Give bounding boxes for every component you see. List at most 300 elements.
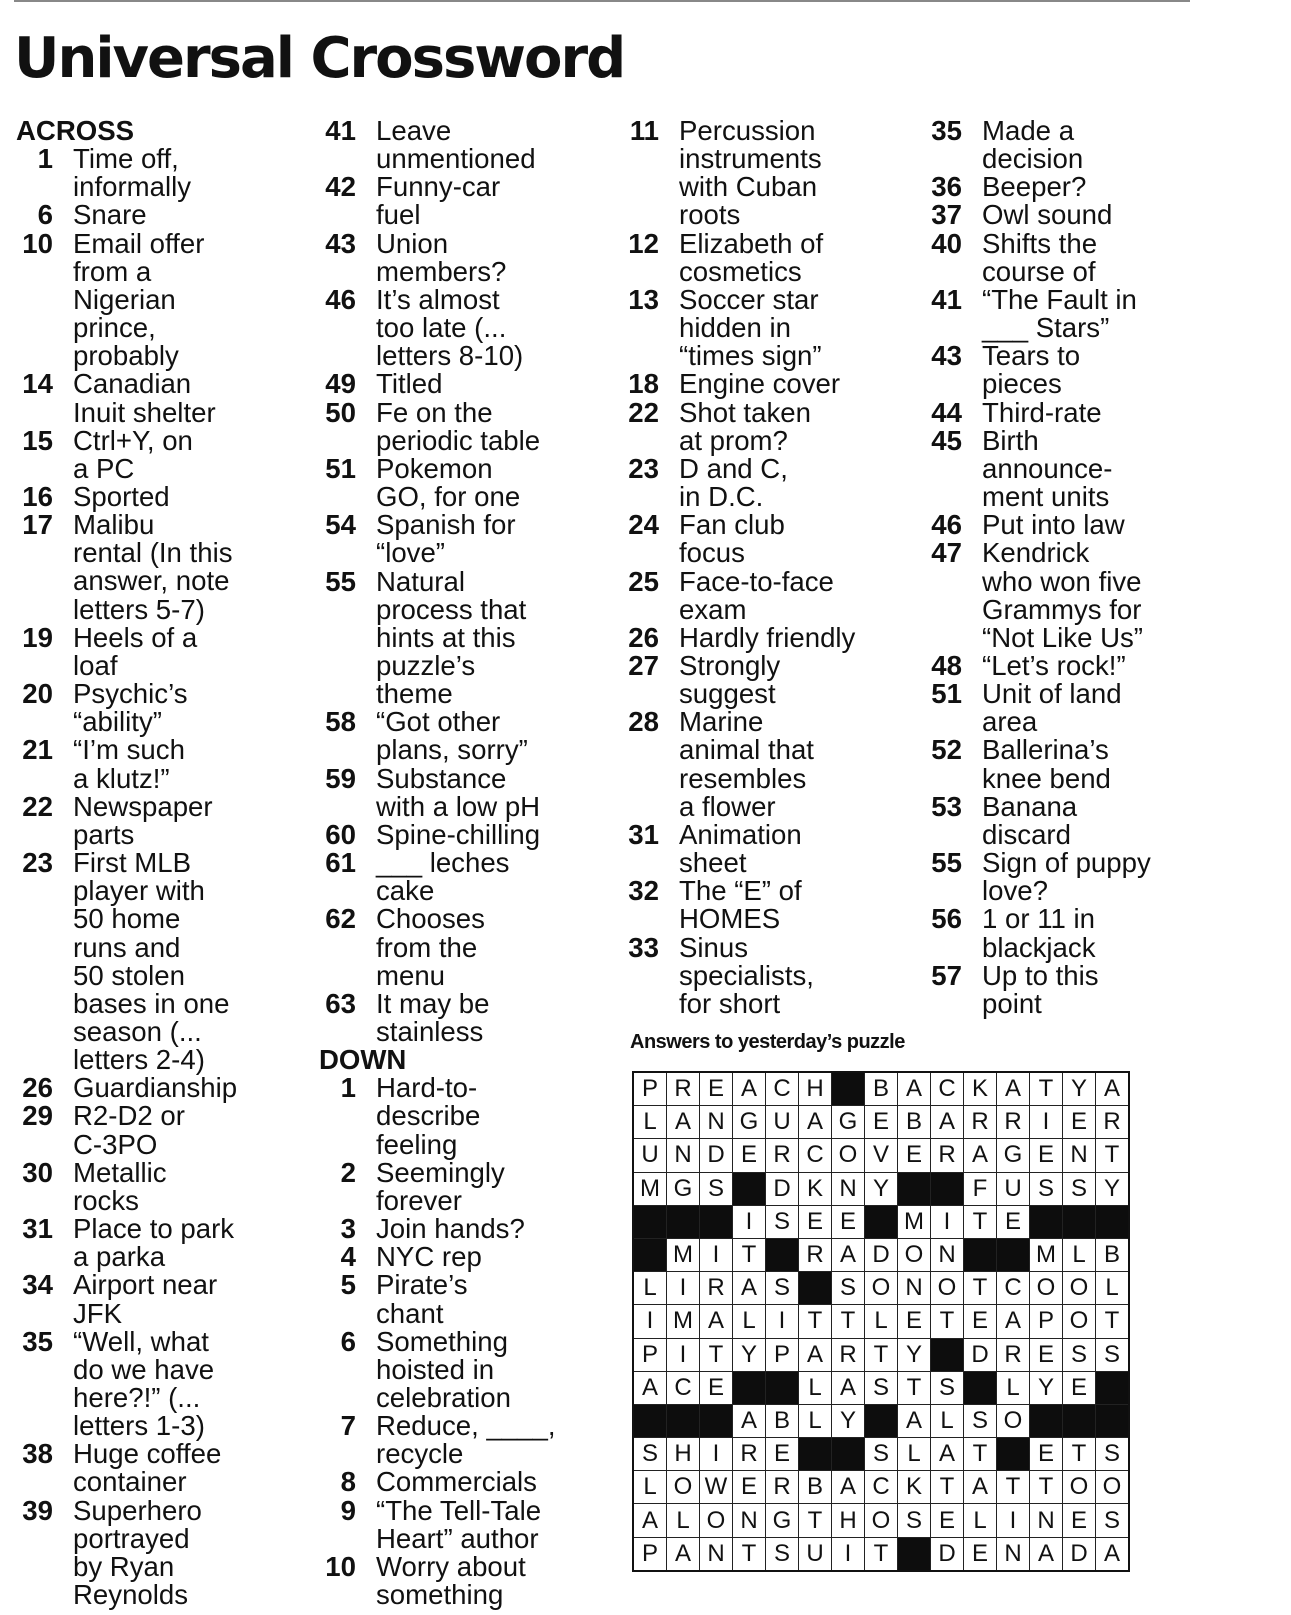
clue-text: It’s almost too late (... letters 8-10) <box>376 283 524 372</box>
black-square <box>799 1438 832 1471</box>
answer-cell: R <box>964 1106 997 1139</box>
clue-number: 51 <box>325 452 356 484</box>
clue-number: 21 <box>22 734 53 766</box>
clue-text: Marine animal that resembles a flower <box>679 706 814 822</box>
black-square <box>898 1537 931 1571</box>
clue-text: Newspaper parts <box>73 790 213 850</box>
clue-number: 29 <box>22 1100 53 1132</box>
answer-cell: N <box>1030 1504 1063 1537</box>
answer-cell: A <box>799 1338 832 1371</box>
clue-text: Pokemon GO, for one <box>376 452 521 513</box>
grid-row <box>633 1106 1129 1139</box>
grid-row <box>633 1404 1129 1437</box>
clue-text: “Got other plans, sorry” <box>376 706 528 766</box>
clue-number: 6 <box>340 1325 356 1357</box>
answer-cell: S <box>898 1504 931 1537</box>
grid-row <box>633 1471 1129 1504</box>
clue-number: 18 <box>628 368 659 400</box>
answer-cell: N <box>898 1272 931 1305</box>
clue-number: 50 <box>325 396 356 428</box>
black-square <box>1096 1404 1130 1437</box>
down-clue <box>925 736 1151 792</box>
answer-cell: N <box>832 1172 865 1205</box>
answer-cell: A <box>1096 1072 1130 1106</box>
down-heading: DOWN <box>319 1044 407 1076</box>
black-square <box>832 1072 865 1106</box>
grid-row <box>633 1072 1129 1106</box>
answer-cell: S <box>865 1371 898 1404</box>
clue-number: 2 <box>340 1156 356 1188</box>
clue-text: Tears to pieces <box>982 340 1081 400</box>
answer-cell: L <box>898 1438 931 1471</box>
answer-cell: L <box>1063 1238 1096 1271</box>
clue-text: Superhero portrayed by Ryan Reynolds <box>73 1494 202 1611</box>
answer-cell: E <box>931 1504 964 1537</box>
answer-cell: G <box>997 1139 1030 1172</box>
down-clue <box>622 565 855 625</box>
clue-text: Seemingly forever <box>376 1156 505 1216</box>
clue-text: Snare <box>73 199 147 231</box>
answer-cell: O <box>1063 1305 1096 1338</box>
black-square <box>633 1404 667 1437</box>
clue-text: Time off, informally <box>73 143 192 203</box>
clue-text: Union members? <box>376 227 507 287</box>
down-clue <box>925 201 1151 229</box>
clue-number: 39 <box>22 1494 53 1526</box>
answer-cell: T <box>799 1305 832 1338</box>
across-clue <box>16 424 237 484</box>
answer-cell: I <box>700 1238 733 1271</box>
down-clue <box>622 396 855 456</box>
across-clue <box>16 1102 237 1158</box>
answer-cell: Y <box>1063 1072 1096 1106</box>
clue-column-1 <box>16 117 237 1609</box>
clue-number: 24 <box>628 509 659 541</box>
answer-cell: S <box>1096 1504 1130 1537</box>
answer-cell: Y <box>1030 1371 1063 1404</box>
down-clue <box>622 931 855 1019</box>
grid-row <box>633 1537 1129 1571</box>
grid-row <box>633 1338 1129 1371</box>
clue-text: Psychic’s “ability” <box>73 678 188 738</box>
answer-cell: B <box>865 1072 898 1106</box>
clue-number: 1 <box>340 1072 356 1104</box>
answer-cell: A <box>997 1305 1030 1338</box>
answer-cell: U <box>799 1537 832 1571</box>
answer-cell: S <box>766 1272 799 1305</box>
black-square <box>633 1205 667 1238</box>
answer-cell: I <box>700 1438 733 1471</box>
answer-cell: I <box>733 1205 766 1238</box>
answer-cell: A <box>898 1072 931 1106</box>
across-clue <box>16 1325 237 1442</box>
clue-number: 11 <box>629 115 659 146</box>
black-square <box>733 1172 766 1205</box>
answer-cell: D <box>964 1338 997 1371</box>
down-clue <box>319 1468 556 1496</box>
clue-text: Strongly suggest <box>679 649 781 710</box>
clue-column-4 <box>925 117 1151 1018</box>
answer-cell: T <box>898 1371 931 1404</box>
across-clue <box>16 621 237 681</box>
answer-cell: R <box>766 1471 799 1504</box>
down-clue <box>925 511 1151 539</box>
across-clue <box>319 565 556 710</box>
black-square <box>898 1172 931 1205</box>
answer-cell: P <box>766 1338 799 1371</box>
clue-number: 22 <box>22 790 53 822</box>
clue-text: R2-D2 or C-3PO <box>73 1100 185 1160</box>
answer-cell: T <box>799 1504 832 1537</box>
answer-cell: L <box>865 1305 898 1338</box>
answer-cell: E <box>766 1438 799 1471</box>
answer-cell: E <box>700 1371 733 1404</box>
black-square <box>799 1272 832 1305</box>
answer-cell: N <box>733 1504 766 1537</box>
across-clue <box>16 145 237 201</box>
clue-number: 5 <box>340 1269 356 1301</box>
answer-cell: I <box>832 1537 865 1571</box>
clue-column-2 <box>319 117 556 1609</box>
answer-cell: O <box>1063 1471 1096 1504</box>
black-square <box>964 1238 997 1271</box>
answer-cell: O <box>1096 1471 1130 1504</box>
answer-cell: E <box>1063 1504 1096 1537</box>
answer-cell: Y <box>832 1404 865 1437</box>
answer-cell: T <box>1063 1438 1096 1471</box>
grid-row <box>633 1205 1129 1238</box>
answer-cell: A <box>733 1272 766 1305</box>
clue-number: 43 <box>931 340 962 372</box>
clue-text: D and C, in D.C. <box>679 452 788 513</box>
black-square <box>667 1205 700 1238</box>
answer-cell: S <box>1063 1172 1096 1205</box>
black-square <box>667 1404 700 1437</box>
grid-row <box>633 1504 1129 1537</box>
answer-cell: R <box>700 1272 733 1305</box>
clue-number: 19 <box>22 621 53 653</box>
clue-column-3 <box>622 117 855 1018</box>
black-square <box>633 1238 667 1271</box>
down-clue <box>319 1243 556 1271</box>
clue-text: Soccer star hidden in “times sign” <box>679 283 822 372</box>
answer-cell: D <box>1063 1537 1096 1571</box>
clue-text: Natural process that hints at this puzzle’s theme <box>376 565 527 710</box>
answer-cell: M <box>1030 1238 1063 1271</box>
clue-number: 16 <box>22 481 53 513</box>
answer-cell: B <box>1096 1238 1130 1271</box>
down-clue <box>925 790 1151 850</box>
clue-text: Reduce, ____, recycle <box>376 1410 556 1470</box>
answer-cell: E <box>865 1106 898 1139</box>
answer-cell: P <box>633 1537 667 1571</box>
answer-cell: W <box>700 1471 733 1504</box>
clue-number: 43 <box>325 227 356 259</box>
answer-cell: Y <box>898 1338 931 1371</box>
clue-text: Worry about something <box>376 1550 526 1611</box>
answer-cell: B <box>799 1471 832 1504</box>
clue-text: Fe on the periodic table <box>376 396 541 456</box>
clue-text: Kendrick who won five Grammys for “Not Like Us” <box>982 537 1143 653</box>
answer-cell: D <box>700 1139 733 1172</box>
clue-text: Airport near JFK <box>73 1269 218 1329</box>
clue-text: Heels of a loaf <box>73 621 198 681</box>
clue-text: Guardianship <box>73 1072 238 1104</box>
answer-cell: E <box>733 1139 766 1172</box>
answer-cell: S <box>633 1438 667 1471</box>
answer-cell: O <box>997 1404 1030 1437</box>
answer-cell: R <box>1096 1106 1130 1139</box>
clue-text: Face-to-face exam <box>679 565 834 625</box>
answer-cell: E <box>799 1205 832 1238</box>
answer-cell: L <box>633 1272 667 1305</box>
answer-cell: E <box>1063 1371 1096 1404</box>
answer-cell: L <box>799 1404 832 1437</box>
across-clue <box>319 511 556 567</box>
clue-number: 60 <box>325 818 356 850</box>
across-clue <box>319 708 556 764</box>
answer-cell: H <box>799 1072 832 1106</box>
black-square <box>931 1338 964 1371</box>
answer-cell: C <box>931 1072 964 1106</box>
answer-cell: A <box>633 1371 667 1404</box>
answer-cell: A <box>733 1404 766 1437</box>
black-square <box>865 1205 898 1238</box>
answer-cell: R <box>733 1438 766 1471</box>
answer-cell: U <box>997 1172 1030 1205</box>
clue-number: 44 <box>931 396 962 428</box>
clue-number: 34 <box>22 1269 53 1301</box>
clue-text: Elizabeth of cosmetics <box>679 227 824 287</box>
clue-text: Pirate’s chant <box>376 1269 468 1329</box>
black-square <box>700 1404 733 1437</box>
clue-text: “I’m such a klutz!” <box>73 734 185 794</box>
across-clue <box>319 762 556 822</box>
answer-cell: L <box>633 1106 667 1139</box>
answer-cell: A <box>667 1537 700 1571</box>
answer-cell: I <box>633 1305 667 1338</box>
answer-cell: P <box>633 1072 667 1106</box>
answer-cell: O <box>700 1504 733 1537</box>
answer-cell: B <box>898 1106 931 1139</box>
answer-cell: A <box>964 1139 997 1172</box>
clue-text: First MLB player with 50 home runs and 50 stolen bases in one season (... letters 2-4) <box>73 847 230 1076</box>
answer-cell: A <box>1096 1537 1130 1571</box>
answer-cell: C <box>667 1371 700 1404</box>
answer-cell: L <box>964 1504 997 1537</box>
clue-text: Put into law <box>982 509 1125 541</box>
down-clue <box>925 905 1151 961</box>
clue-number: 1 <box>37 143 53 175</box>
clue-number: 10 <box>325 1550 356 1582</box>
clue-text: Ctrl+Y, on a PC <box>73 424 193 484</box>
across-clue <box>319 396 556 456</box>
clue-number: 28 <box>628 706 659 738</box>
across-clue <box>319 117 556 173</box>
black-square <box>931 1172 964 1205</box>
answer-cell: S <box>865 1438 898 1471</box>
clue-text: Made a decision <box>982 115 1084 175</box>
clue-number: 20 <box>22 678 53 710</box>
clue-number: 23 <box>22 847 53 879</box>
down-clue <box>622 649 855 710</box>
down-clue <box>622 708 855 821</box>
down-clue <box>319 1074 556 1158</box>
clue-number: 25 <box>628 565 659 597</box>
answer-cell: E <box>1030 1338 1063 1371</box>
answer-cell: A <box>931 1438 964 1471</box>
clue-number: 17 <box>22 509 53 541</box>
answer-cell: E <box>964 1537 997 1571</box>
clue-text: Spine-chilling <box>376 818 541 850</box>
page-title: Universal Crossword <box>14 26 625 91</box>
answer-cell: G <box>667 1172 700 1205</box>
clue-text: Huge coffee container <box>73 1438 222 1498</box>
clue-number: 13 <box>628 283 659 315</box>
answer-cell: E <box>1063 1106 1096 1139</box>
answer-cell: F <box>964 1172 997 1205</box>
clue-text: The “E” of HOMES <box>679 875 802 935</box>
clue-number: 35 <box>22 1325 53 1357</box>
clue-text: Chooses from the menu <box>376 903 485 991</box>
answer-cell: I <box>667 1272 700 1305</box>
answer-cell: S <box>1096 1438 1130 1471</box>
clue-text: Sported <box>73 481 170 513</box>
black-square <box>1030 1205 1063 1238</box>
answer-cell: P <box>633 1338 667 1371</box>
answer-cell: O <box>898 1238 931 1271</box>
answer-cell: C <box>865 1471 898 1504</box>
answer-cell: L <box>997 1371 1030 1404</box>
clue-text: Percussion instruments with Cuban roots <box>679 115 822 231</box>
black-square <box>766 1371 799 1404</box>
answer-cell: G <box>733 1106 766 1139</box>
across-clue <box>319 987 556 1047</box>
down-clue <box>925 649 1151 681</box>
clue-text: Leave unmentioned <box>376 115 536 175</box>
black-square <box>700 1205 733 1238</box>
down-clue <box>925 173 1151 201</box>
across-clue <box>16 790 237 850</box>
clue-text: Join hands? <box>376 1213 525 1245</box>
down-clue <box>319 1156 556 1216</box>
across-clue <box>319 452 556 513</box>
clue-number: 42 <box>325 171 356 203</box>
clue-text: “The Fault in ___ Stars” <box>982 283 1137 344</box>
clue-number: 26 <box>628 621 659 653</box>
clue-number: 10 <box>22 227 53 259</box>
clue-number: 31 <box>628 818 659 850</box>
down-clue <box>319 1412 556 1468</box>
clue-number: 51 <box>931 678 962 710</box>
clue-number: 35 <box>931 115 962 146</box>
answer-cell: C <box>766 1072 799 1106</box>
answer-cell: M <box>667 1305 700 1338</box>
clue-number: 22 <box>628 396 659 428</box>
answer-cell: T <box>964 1205 997 1238</box>
answer-cell: V <box>865 1139 898 1172</box>
clue-text: Titled <box>376 368 443 400</box>
across-clue <box>319 905 556 989</box>
down-clue <box>925 283 1151 344</box>
answer-cell: G <box>832 1106 865 1139</box>
down-clue <box>319 1215 556 1243</box>
answer-cell: A <box>832 1238 865 1271</box>
clue-text: Spanish for “love” <box>376 509 516 569</box>
answer-cell: L <box>667 1504 700 1537</box>
clue-text: Banana discard <box>982 790 1078 850</box>
across-clue <box>16 370 237 426</box>
answer-grid <box>632 1071 1130 1572</box>
black-square <box>1030 1404 1063 1437</box>
answer-cell: L <box>799 1371 832 1404</box>
clue-text: Shot taken at prom? <box>679 396 811 456</box>
clue-number: 53 <box>931 790 962 822</box>
answer-cell: T <box>1096 1305 1130 1338</box>
answer-cell: E <box>964 1305 997 1338</box>
clue-text: Unit of land area <box>982 678 1122 738</box>
answer-cell: T <box>1096 1139 1130 1172</box>
down-clue <box>622 877 855 933</box>
answer-cell: N <box>997 1537 1030 1571</box>
across-clue <box>16 680 237 736</box>
answers-label: Answers to yesterday’s puzzle <box>630 1031 905 1053</box>
clue-number: 46 <box>931 509 962 541</box>
answer-cell: H <box>832 1504 865 1537</box>
clue-number: 61 <box>325 847 356 879</box>
down-clue <box>925 117 1151 173</box>
clue-text: Metallic rocks <box>73 1156 167 1216</box>
answer-cell: T <box>964 1438 997 1471</box>
answer-cell: Y <box>1096 1172 1130 1205</box>
clue-number: 31 <box>22 1213 53 1245</box>
answer-cell: S <box>766 1537 799 1571</box>
black-square <box>1063 1404 1096 1437</box>
clue-text: “Let’s rock!” <box>982 649 1126 681</box>
answer-cell: S <box>1030 1172 1063 1205</box>
down-clue <box>319 1325 556 1414</box>
clue-number: 15 <box>22 424 53 456</box>
clue-number: 7 <box>340 1410 356 1442</box>
answer-cell: S <box>964 1404 997 1437</box>
answer-cell: N <box>931 1238 964 1271</box>
black-square <box>964 1371 997 1404</box>
clue-number: 45 <box>931 424 962 456</box>
answer-cell: I <box>997 1504 1030 1537</box>
across-clue <box>16 849 237 1074</box>
clue-number: 58 <box>325 706 356 738</box>
answer-cell: R <box>766 1139 799 1172</box>
answer-cell: L <box>931 1404 964 1437</box>
answer-cell: C <box>799 1139 832 1172</box>
answer-cell: L <box>733 1305 766 1338</box>
answer-cell: I <box>1030 1106 1063 1139</box>
clue-number: 9 <box>340 1494 356 1526</box>
answer-cell: A <box>997 1072 1030 1106</box>
clue-number: 63 <box>325 987 356 1019</box>
answer-cell: O <box>1063 1272 1096 1305</box>
down-clue <box>925 396 1151 428</box>
clue-text: NYC rep <box>376 1241 482 1273</box>
clue-number: 46 <box>325 283 356 315</box>
across-clue <box>16 1215 237 1271</box>
answer-cell: D <box>865 1238 898 1271</box>
answer-cell: E <box>898 1139 931 1172</box>
clue-number: 54 <box>325 509 356 541</box>
clue-number: 14 <box>22 368 53 400</box>
clue-text: Sinus specialists, for short <box>679 931 814 1019</box>
clue-text: ___ leches cake <box>376 847 510 907</box>
